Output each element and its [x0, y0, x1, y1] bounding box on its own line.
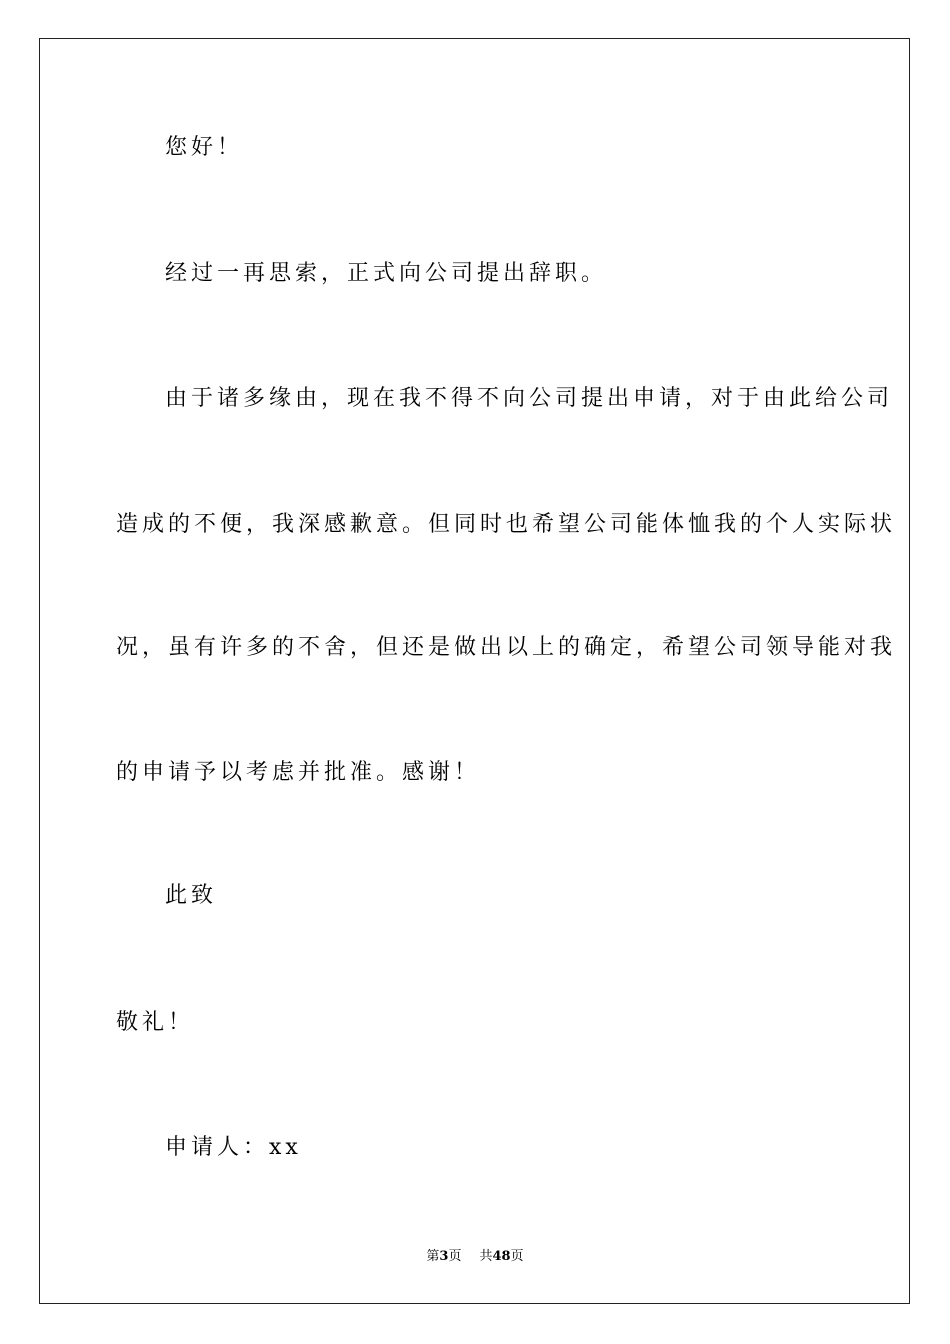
footer-page-total: 48 [492, 1249, 511, 1264]
paragraph-2-line-2: 造成的不便，我深感歉意。但同时也希望公司能体恤我的个人实际状 [116, 512, 897, 537]
footer-page-current: 3 [439, 1249, 449, 1264]
page-footer [0, 1248, 950, 1266]
paragraph-2-line-3: 况，虽有许多的不舍，但还是做出以上的确定，希望公司领导能对我 [116, 635, 897, 660]
closing-regards: 敬礼！ [116, 1010, 195, 1035]
page-border [39, 38, 910, 1304]
signature: 申请人：xx [165, 1135, 302, 1160]
footer-page-prefix: 第 [426, 1249, 440, 1264]
closing-salutation: 此致 [165, 883, 218, 908]
footer-page-suffix: 页 [448, 1249, 462, 1264]
footer-total-suffix: 页 [510, 1249, 524, 1264]
footer-total-prefix: 共 [479, 1249, 493, 1264]
paragraph-2-line-4: 的申请予以考虑并批准。感谢！ [116, 760, 481, 785]
paragraph-1: 经过一再思索，正式向公司提出辞职。 [165, 261, 608, 286]
greeting: 您好！ [165, 135, 244, 160]
paragraph-2-line-1: 由于诸多缘由，现在我不得不向公司提出申请，对于由此给公司 [165, 386, 894, 411]
